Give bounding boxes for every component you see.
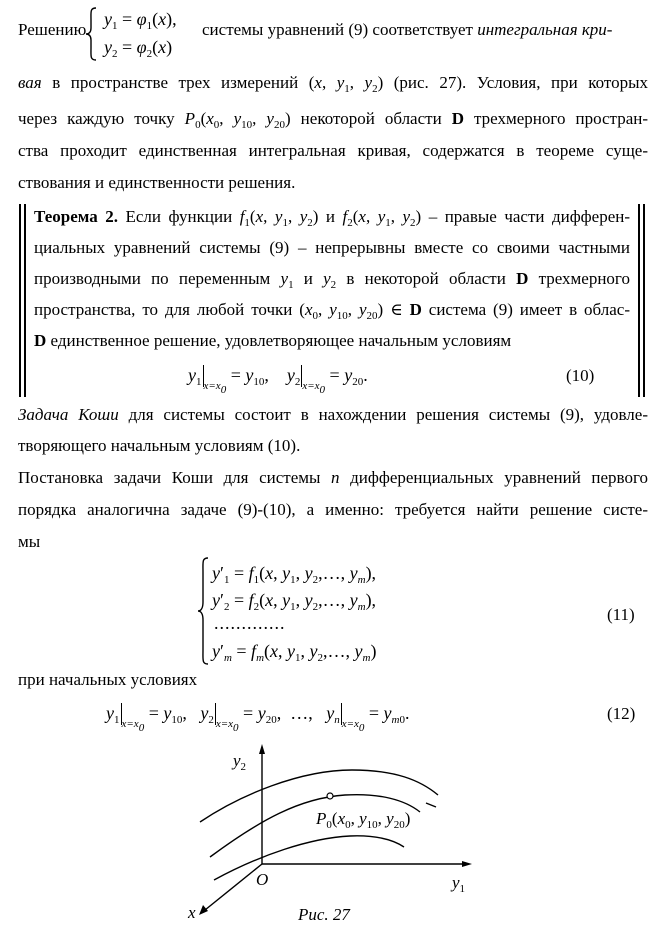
theorem-l3-a: производными по переменным bbox=[34, 269, 281, 288]
p1-line3-a: через каждую точку bbox=[18, 109, 185, 128]
theorem-line4: пространства, то для любой точки ($x_0$, $y_{10}$, $y_{20}$) ∈ D система (9) имеет в облас- bbox=[34, 300, 631, 322]
theorem-l3-b: и bbox=[293, 269, 324, 288]
p1-line3-point: P bbox=[184, 109, 196, 128]
cauchy-line2: творяющего начальным условиям (10). bbox=[18, 436, 301, 455]
theorem-line3: производными по переменным $y_1$ и $y_2$ в некоторой области D трехмерного bbox=[34, 269, 630, 291]
axis-x-arrow bbox=[199, 905, 208, 915]
p1-line3-b: некоторой области bbox=[290, 109, 452, 128]
theorem-l4-a: пространства, то для любой точки ( bbox=[34, 300, 305, 319]
theorem-line2: циальных уравнений системы (9) – непрерывны вместе со своими частными bbox=[34, 238, 630, 257]
theorem-l4-c: система (9) имеет в облас- bbox=[421, 300, 631, 319]
theorem-l4-b: ) ∈ bbox=[377, 300, 410, 319]
p1-line2: вая в пространстве трех измерений (x, $y_1$, $y_2$) (рис. 27). Условия, при которых bbox=[18, 73, 648, 95]
theorem-line1: Теорема 2. Если функции $f_1(x$, $y_1$, $y_2$) и $f_2(x$, $y_1$, $y_2$) – правые части дифферен- bbox=[34, 207, 631, 229]
axis-y2-label: $y_2$ bbox=[233, 751, 247, 773]
axis-x-line bbox=[205, 864, 262, 910]
eq11-row2: $y'_2 = f_2(x$, $y_1$, $y_2,\dots$, $y_m$), bbox=[212, 590, 377, 613]
axis-x-label: x bbox=[188, 903, 196, 922]
p1-line5: ствования и единственности решения. bbox=[18, 173, 296, 192]
curve-2-tick bbox=[426, 803, 436, 807]
equation-10-number: (10) bbox=[566, 366, 595, 385]
theorem-bar-left-1 bbox=[19, 204, 21, 397]
cauchy-term: Задача Коши bbox=[18, 405, 119, 424]
origin-label: O bbox=[256, 870, 269, 889]
p3-l1-n: n bbox=[331, 468, 340, 487]
system-11-brace bbox=[196, 556, 210, 666]
theorem-l1-a: Если функции bbox=[117, 207, 240, 226]
theorem-line5 bbox=[34, 331, 511, 351]
p3-line2: порядка аналогична задаче (9)-(10), а именно: требуется найти решение систе- bbox=[18, 500, 648, 519]
theorem-l5-rest: единственное решение, удовлетворяющее начальным условиям bbox=[46, 331, 512, 350]
theorem-l3-d: трехмерного bbox=[528, 269, 630, 288]
point-p0-label: $P_0(x_0$, $y_{10}$, $y_{20}$) bbox=[316, 809, 411, 831]
eq11-row1: $y'_1 = f_1(x$, $y_1$, $y_2,\dots$, $y_m$), bbox=[212, 563, 377, 586]
p1-line3-c: трехмерного простран- bbox=[464, 109, 648, 128]
system-row-2: $y_2 = \varphi_2(x)$ bbox=[104, 37, 173, 60]
figure-caption: Рис. 27 bbox=[298, 905, 350, 924]
theorem-l3-D: D bbox=[516, 269, 529, 288]
p1-term-part1: интегральная кри- bbox=[477, 20, 613, 39]
theorem-l5-D: D bbox=[34, 331, 47, 350]
axis-y2-arrow bbox=[259, 744, 265, 754]
p1-line4: ства проходит единственная интегральная кривая, содержатся в теореме суще- bbox=[18, 141, 648, 160]
p3-l1-b: дифференциальных уравнений первого bbox=[339, 468, 648, 487]
theorem-label: Теорема 2. bbox=[34, 207, 118, 226]
equation-12: $y_1$ $_{x=x_0} = y_{10}$, $y_2$ $_{x=x_0} = y_{20}$, …, $y_n$ $_{x=x_0} = y_{m0}$. bbox=[106, 703, 410, 734]
p1-line1-tail bbox=[202, 20, 612, 40]
cauchy-line1 bbox=[18, 405, 648, 425]
equation-11-number: (11) bbox=[607, 605, 635, 624]
initial-conditions-label: при начальных условиях bbox=[18, 670, 198, 689]
theorem-l1-b: и bbox=[318, 207, 343, 226]
p1-before-system: Решению bbox=[18, 20, 87, 39]
p1-line3-D: D bbox=[451, 109, 464, 128]
p1-line3: через каждую точку $P_0(x_0$, $y_{10}$, $y_{20}$) некоторой области D трехмерного простран- bbox=[18, 109, 648, 131]
cauchy-l1-rest: для системы состоит в нахождении решения системы (9), удовле- bbox=[118, 405, 648, 424]
p1-after-system: системы уравнений (9) соответствует bbox=[202, 20, 473, 39]
eq11-row4: $y'_m = f_m(x$, $y_1$, $y_2,\dots$, $y_m$) bbox=[212, 641, 377, 664]
system-row-1: $y_1 = \varphi_1(x)$, bbox=[104, 9, 177, 32]
p3-line3: мы bbox=[18, 532, 41, 551]
equation-12-number: (12) bbox=[607, 704, 636, 723]
theorem-bar-right-1 bbox=[638, 204, 640, 397]
p1-line2-term: вая bbox=[18, 73, 42, 92]
p1-line2-b: ) (рис. 27). Условия, при которых bbox=[377, 73, 648, 92]
axis-y1-label: $y_1$ bbox=[452, 873, 466, 895]
integral-curve-3 bbox=[214, 836, 404, 880]
point-p0-marker bbox=[327, 793, 333, 799]
figure-27 bbox=[0, 740, 663, 933]
theorem-bar-right-2 bbox=[643, 204, 645, 397]
theorem-l1-c: – правые части дифферен- bbox=[421, 207, 631, 226]
axis-y1-arrow bbox=[462, 861, 472, 867]
p1-line2-x: x bbox=[314, 73, 322, 92]
p1-line2-a: в пространстве трех измерений ( bbox=[41, 73, 315, 92]
p1-line1-lead bbox=[18, 20, 86, 40]
system-brace bbox=[84, 6, 98, 62]
equation-10: $y_1$ $_{x=x_0} = y_{10}$, $y_2$ $_{x=x_0} = y_{20}$. bbox=[188, 365, 368, 396]
p3-line1 bbox=[18, 468, 648, 488]
p3-l1-a: Постановка задачи Коши для системы bbox=[18, 468, 332, 487]
theorem-bar-left-2 bbox=[24, 204, 26, 397]
eq11-dots: ............. bbox=[214, 613, 286, 633]
theorem-l4-D: D bbox=[409, 300, 422, 319]
theorem-l3-c: в некоторой области bbox=[336, 269, 517, 288]
